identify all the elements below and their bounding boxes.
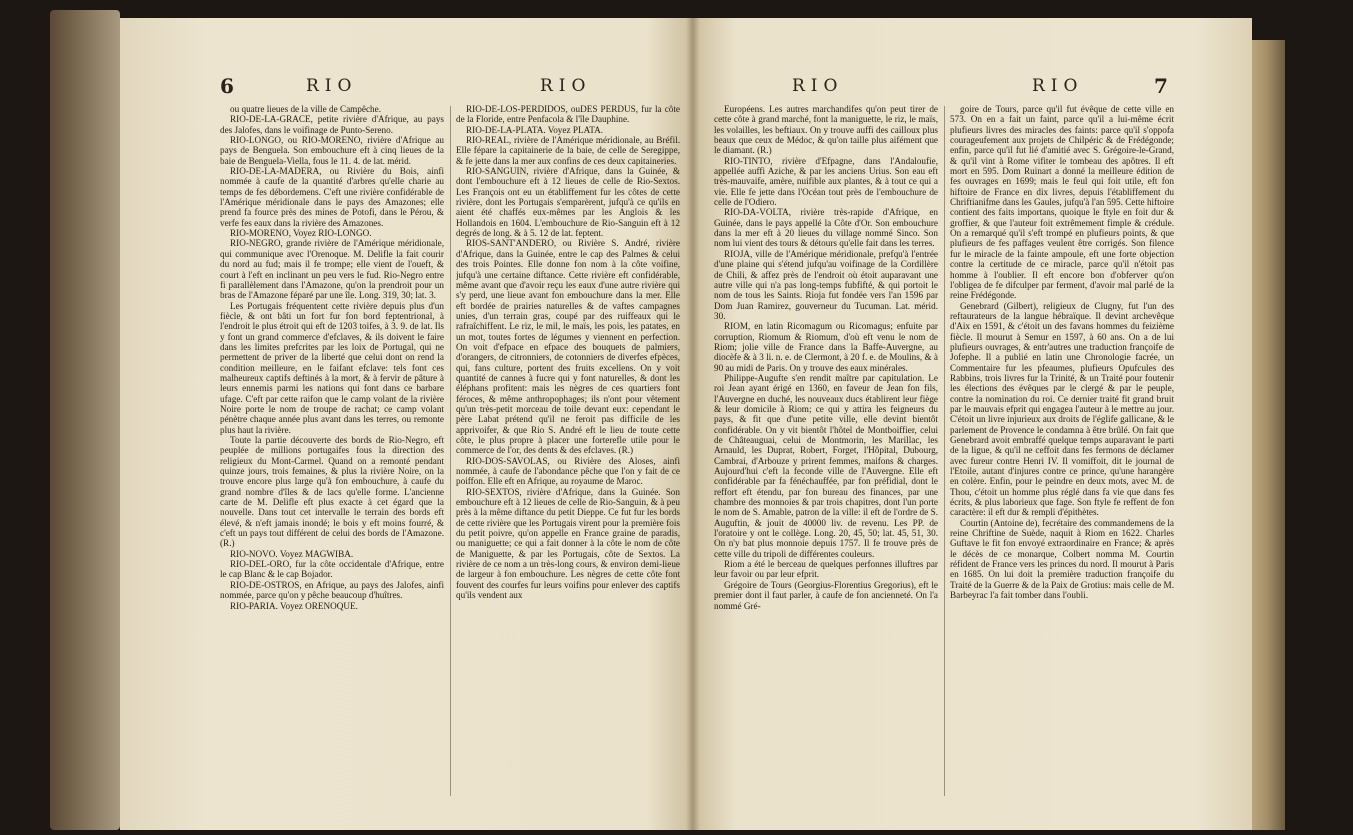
column-divider	[944, 106, 945, 796]
right-column-2	[950, 104, 1174, 804]
right-headword-1: RIO	[792, 76, 844, 96]
left-running-head	[120, 74, 692, 98]
entry-paragraph: Grégoire de Tours (Georgius-Florentius Gregorius), eft le premier dont il faut parler, à caufe de fon ancienneté. On l'a nommé Gré-	[714, 579, 938, 611]
entry-paragraph: RIO-LONGO, ou RIO-MORENO, rivière d'Afrique au pays de Benguela. Son embouchure eft à cinq lieues de la baie de Benguela-Viella, fous le 11. 4. de lat. mérid.	[220, 135, 444, 166]
entry-paragraph: Toute la partie découverte des bords de Rio-Negro, eft peuplée de millions portugaifes fous la direction des religieux du Mont-Carmel. Quand on a remonté pendant quinze jours, trois femaines, & plus la rivière Noire, on la trouve encore plus large qu'à fon embouchure, à caufe du grand nombre d'îles & de lacs qu'elle forme. L'ancienne carte de M. Delifle eft plus exacte à cet égard que la nouvelle. Dans tout cet intervalle le terrain des bords eft élevé, & n'eft jamais inondé; le bois y eft moins fourré, & c'eft un pays tout différent de celui des bords de l'Amazone. (R.)	[220, 435, 444, 549]
entry-paragraph: RIO-NOVO. Voyez MAGWIBA.	[230, 548, 354, 559]
entry-paragraph: RIO-DE-LA-GRACE, petite rivière d'Afrique, au pays des Jalofes, dans le voifinage de Punto-Sereno.	[220, 114, 444, 135]
entry-paragraph: RIO-DE-LOS-PERDIDOS, ouDES PERDUS, fur la côte de la Floride, entre Penfacola & l'île Dauphine.	[456, 104, 680, 125]
entry-paragraph: RIOS-SANT'ANDERO, ou Rivière S. André, rivière d'Afrique, dans la Guinée, entre le cap des Palmes & celui des trois Pointes. Elle donne fon nom à la côte voifine, jufqu'à une certaine diftance. Cette rivière eft confidérable, même avant que d'avoir reçu les eaux d'une autre rivière qui s'y perd, une lieue avant fon embouchure dans la mer. Elle eft bordée de prairies naturelles & de vaftes campagnes unies, d'un terrain gras, coupé par des ruiffeaux qui le rafraîchiffent. Le riz, le mil, le maïs, les pois, les patates, en un mot, toutes fortes de légumes y viennent en perfection. On voit d'efpace en efpace des bouquets de palmiers, d'orangers, de citronniers, de cotonniers de diverfes efpèces, qui, fans culture, portent des fruits excellens. On y voit quantité de cannes à fucre qui y font naturelles, & dont les éléphans profitent: mais les nègres de ces quartiers font féroces, & même anthropophages; ils n'ont pour vêtement qu'un très-petit morceau de toile devant eux: cependant le père Labat prétend qu'il ne feroit pas difficile de les apprivoifer, & que Rio S. André eft le lieu de toute cette côte, le plus propre à placer une forterefle utile pour le commerce de l'or, des dents & des efclaves. (R.)	[456, 238, 680, 456]
left-headword-1: RIO	[306, 76, 358, 96]
entry-paragraph: RIO-NEGRO, grande rivière de l'Amérique méridionale, qui communique avec l'Orenoque. M. Delifle la fait courir du nord au fud; mais il fe trompe; elle vient de l'oueft, & court à l'eft en inclinant un peu vers le fud. Rio-Negro entre fi parallèlement dans l'Amazone, qu'on la prendroit pour un bras de l'Amazone féparé par une île. Long. 319, 30; lat. 3.	[220, 238, 444, 301]
entry-paragraph: Philippe-Augufte s'en rendit maître par capitulation. Le roi Jean ayant érigé en 1360, en faveur de Jean fon fils, l'Auvergne en duché, les nouveaux ducs établirent leur fiège & leur domicile à Riom; ce qui y attira les feigneurs du pays, & fit que d'une petite ville, elle devint bientôt confidérable. On y vit bientôt l'hôtel de Montboiffier, celui de Châteauguai, celui de Montmorin, les Marillac, les Arnauld, les Duprat, Robert, Forget, l'Hôpital, Dubourg, Cambrai, d'Arbouze y prirent femmes, maifons & charges. Aujourd'hui c'eft la feconde ville de l'Auvergne. Elle eft confidérable par fa fénéchauffée, par fon préfidial, dont le reffort eft étendu, par fon bureau des finances, par une chambre des monnoies & par trois chapitres, dont l'un porte le nom de S. Amable, patron de la ville: il eft de l'ordre de S. Auguftin, & jouit de 40000 liv. de revenu. Les PP. de l'oratoire y ont le collège. Long. 20, 45, 50; lat. 45, 51, 30. On n'y bat plus monnoie depuis 1757. Il fe trouve près de cette ville du tripoli de différentes couleurs.	[714, 372, 938, 559]
entry-paragraph: Riom a été le berceau de quelques perfonnes illuftres par leur favoir ou par leur efprit.	[714, 559, 938, 580]
entry-paragraph: RIO-PARIA. Voyez ORENOQUE.	[230, 600, 358, 611]
entry-paragraph: RIO-REAL, rivière de l'Amérique méridionale, au Bréfil. Elle fépare la capitainerie de la baie, de celle de Seregippe, & fe jette dans la mer aux confins de ces deux capitaineries.	[456, 135, 680, 166]
entry-paragraph: RIO-DEL-ORO, fur la côte occidentale d'Afrique, entre le cap Blanc & le cap Bojador.	[220, 559, 444, 580]
entry-paragraph: RIO-DE-LA-PLATA. Voyez PLATA.	[466, 124, 604, 135]
entry-paragraph: Courtin (Antoine de), fecrétaire des commandemens de la reine Chriftine de Suède, naquit à Riom en 1622. Charles Guftave le fit fon envoyé extraordinaire en France; & après le décès de ce monarque, Colbert nomma M. Courtin réfident de France vers les princes du nord. Il mourut à Paris en 1685. On lui doit la première traduction françoife du Traité de la Guerre & de la Paix de Grotius: mais celle de M. Barbeyrac l'a fait tomber dans l'oubli.	[950, 517, 1174, 601]
entry-paragraph: RIOJA, ville de l'Amérique méridionale, prefqu'à l'entrée d'une plaine qui s'étend jufqu'au voifinage de la Cordillère de Chili, & affez près de l'endroit où étoit auparavant une autre ville qui n'a pas long-temps fubfifté, & qui portoit le nom de tous les Saints. Rioja fut fondée vers l'an 1596 par Dom Juan Ramirez, gouverneur du Tucuman. Lat. mérid. 30.	[714, 248, 938, 321]
column-divider	[450, 106, 451, 796]
left-column-2	[456, 104, 680, 804]
left-headword-2: RIO	[540, 76, 592, 96]
right-headword-2: RIO	[1032, 76, 1084, 96]
left-page	[120, 18, 692, 830]
entry-paragraph: RIO-SEXTOS, rivière d'Afrique, dans la Guinée. Son embouchure eft à 12 lieues de celle de Rio-Sanguin, & à peu près à la même diftance du petit Dieppe. Ce fut fur les bords de cette rivière que les Portugais virent pour la première fois du petit poivre, qu'on appelle en France graine de paradis, ou maniguette; ce qui a fait donner à la côte le nom de côte de Maniguette, & par les Portugais, côte de Sextos. La rivière de ce nom a un très-long cours, & environ demi-lieue de largeur à fon embouchure. Les nègres de cette côte font fouvent des courfes fur leurs voifins pour enlever des captifs qu'ils vendent aux	[456, 486, 680, 601]
entry-paragraph: Les Portugais fréquentent cette rivière depuis plus d'un fiècle, & ont bâti un fort fur fon bord feptentrional, à l'endroit le plus étroit qui eft de 1203 toifes, à 3. 9. de lat. Ils y font un grand commerce d'efclaves, & ils doivent le faire dans les limites prefcrites par les loix de Portugal, qui ne permettent de priver de la liberté que celui dont on rend la condition meilleure, en le faifant efclave: tels font ces malheureux captifs deftinés à la mort, & à fervir de pâture à leurs ennemis parmi les nations qui font dans ce barbare ufage. C'eft par cette raifon que le camp volant de la rivière Noire porte le nom de troupe de rachat; ce camp volant pénètre chaque année plus avant dans les terres, ou remonte plus haut la rivière.	[220, 300, 444, 435]
entry-paragraph: RIOM, en latin Ricomagum ou Ricomagus; enfuite par corruption, Riomum & Riomum, d'où eft venu le nom de Riom; jolie ville de France dans la Baffe-Auvergne, au diocèfe & à 3 li. n. e. de Clermont, à 20 f. e. de Moulins, & à 90 au midi de Paris. On y trouve des eaux minérales.	[714, 321, 938, 373]
left-page-number: 6	[220, 74, 234, 98]
right-column-1	[714, 104, 938, 804]
left-column-1	[220, 104, 444, 804]
entry-paragraph: RIO-DOS-SAVOLAS, ou Rivière des Aloses, ainfi nommée, à caufe de l'abondance pêche que l'on y fait de ce poiffon. Elle eft en Afrique, au royaume de Maroc.	[456, 455, 680, 487]
right-page	[692, 18, 1252, 830]
entry-paragraph: RIO-DE-LA-MADERA, ou Rivière du Bois, ainfi nommée à caufe de la quantité d'arbres qu'elle charie au temps de fes débordemens. C'eft une rivière confidérable de l'Amérique méridionale dans le pays des Amazones; elle prend fa fource près des mines de Potofi, dans le Pérou, & verfe fes eaux dans la rivière des Amazones.	[220, 166, 444, 228]
entry-paragraph: Genebrard (Gilbert), religieux de Clugny, fut l'un des reftaurateurs de la langue hébraïque. Il devint archevêque d'Aix en 1591, & c'étoit un des favans hommes du feizième fiècle. Il mourut à Semur en 1597, à 60 ans. On a de lui plufieurs ouvrages, & entr'autres une traduction françoife de Jofephe. Il a publié en latin une Chronologie facrée, un Commentaire fur les pfeaumes, plufieurs Opufcules des Rabbins, trois livres fur la Trinité, & un Traité pour foutenir les élections des évêques par le clergé & par le peuple, contre la nomination du roi. Ce dernier traité fit grand bruit par le mauvais efprit qui engagea l'auteur à le mettre au jour. C'étoit un livre injurieux aux droits de l'églife gallicane, & le parlement de Provence le condamna à être brûlé. On fait que Genebrard avoit embraffé quelque temps auparavant le parti de la ligue, & qu'il ne ceffoit dans fes fermons de déclamer avec fureur contre Henri IV. Il vomiffoit, dit le journal de l'Etoile, autant d'injures contre ce prince, qu'une harangère en colère. Enfin, pour le peindre en deux mots, avec M. de Thou, c'étoit un homme plus réglé dans fa vie que dans fes écrits, & plus laborieux que fage. Son ftyle fe reffent de fon caractère: il eft dur & rempli d'épithètes.	[950, 300, 1174, 518]
right-running-head	[692, 74, 1252, 98]
entry-paragraph: RIO-TINTO, rivière d'Efpagne, dans l'Andaloufie, appellée auffi Aziche, & par les anciens Urius. Son eau eft très-mauvaife, amère, nuifible aux plantes, & à tout ce qui a vie. Elle fe jette dans l'Océan tout près de l'embouchure de celle de l'Odiero.	[714, 155, 938, 208]
right-page-number: 7	[1154, 74, 1168, 98]
entry-paragraph: Européens. Les autres marchandifes qu'on peut tirer de cette côte à grand marché, font la maniguette, le riz, le maïs, les volailles, les beftiaux. On y trouve auffi des cailloux plus beaux que ceux de Médoc, & qu'on taille plus aifément que le diamant. (R.)	[714, 104, 938, 156]
book-gutter	[686, 18, 700, 830]
book-cover-left-edge	[50, 10, 120, 830]
entry-paragraph: RIO-DE-OSTROS, en Afrique, au pays des Jalofes, ainfi nommée, parce qu'on y pêche beaucoup d'huîtres.	[220, 579, 444, 601]
entry-paragraph: RIO-DA-VOLTA, rivière très-rapide d'Afrique, en Guinée, dans le pays appellé la Côte d'Or. Son embouchure dans la mer eft à 20 lieues du village nommé Sinco. Son nom lui vient des tours & détours qu'elle fait dans les terres.	[714, 207, 938, 249]
entry-paragraph: RIO-SANGUIN, rivière d'Afrique, dans la Guinée, & dont l'embouchure eft à 12 lieues de celle de Rio-Sextos. Les François ont eu un établiffement fur les côtes de cette rivière, dont les Portugais s'emparèrent, jufqu'à ce qu'ils en aient été chaffés eux-mêmes par les Anglois & les Hollandois en 1604. L'embouchure de Rio-Sanguin eft à 12 degrés de long. & à 5. 12 de lat. feptent.	[456, 166, 680, 239]
entry-paragraph: goire de Tours, parce qu'il fut évêque de cette ville en 573. On en a fait un faint, parce qu'il a lui-même écrit plufieurs livres des miracles des faints: parce qu'il s'oppofa courageufement aux projets de Chilpéric & de Frédégonde; enfin, parce qu'il fut lié d'amitié avec S. Grégoire-le-Grand, & qu'il vint à Rome vifiter le tombeau des apôtres. Il eft mort en 595. Dom Ruinart a donné la meilleure édition de fes ouvrages en 1699; mais le feul qui foit utile, eft fon hiftoire de France en dix livres, depuis l'établiffement du Chriftianifme dans les Gaules, jufqu'à l'an 595. Cette hiftoire contient des faits importans, quoique le ftyle en foit dur & groffier, & que l'auteur foit extrêmement fimple & crédule. On a remarqué qu'il s'eft trompé en plufieurs points, & que plufieurs de fes paffages veulent être corrigés. Son filence fur le miracle de la fainte ampoule, eft une forte objection contre la certitude de ce miracle, parce qu'il n'étoit pas homme à l'oublier. Il eft encore bon d'obferver qu'on l'obligea de fe difculper par ferment, d'avoir mal parlé de la reine Frédégonde.	[950, 104, 1174, 301]
entry-paragraph: RIO-MORENO, Voyez RIO-LONGO.	[230, 228, 372, 239]
entry-paragraph: ou quatre lieues de la ville de Campêche.	[230, 104, 382, 114]
